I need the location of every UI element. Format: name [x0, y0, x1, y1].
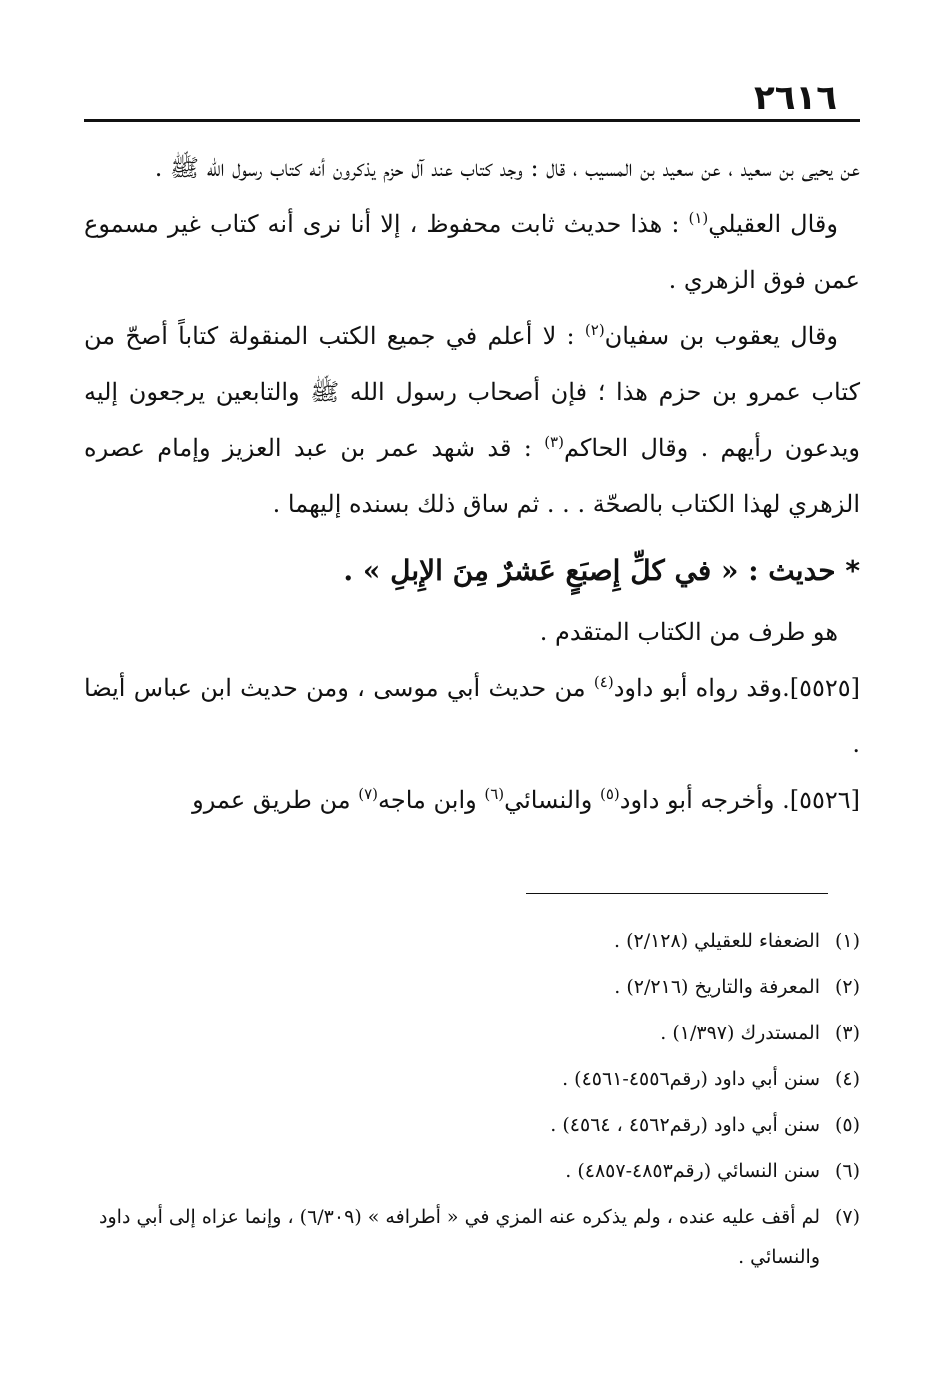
- footnote-text: الضعفاء للعقيلي (٢/١٢٨) .: [614, 930, 820, 952]
- main-text: [84, 140, 860, 828]
- paragraph-6: [84, 772, 860, 828]
- paragraph-4: هو طرف من الكتاب المتقدم .: [539, 618, 838, 646]
- paragraph-2-text-a: وقال العقيلي: [708, 210, 838, 238]
- paragraph-3: [84, 308, 860, 532]
- footnote-2: [84, 964, 860, 1010]
- paragraph-5: [84, 660, 860, 772]
- footnote-text: سنن النسائي (رقم٤٨٥٣-٤٨٥٧) .: [565, 1160, 820, 1182]
- footnote-ref-5: (٥): [599, 785, 620, 803]
- footnote-number: (١): [834, 930, 860, 952]
- footnote-text: المستدرك (١/٣٩٧) .: [660, 1022, 820, 1044]
- footnote-3: [84, 1010, 860, 1056]
- footnote-number: (٣): [834, 1022, 860, 1044]
- hadith-heading: [84, 538, 860, 604]
- paragraph-6-text-a: [٥٥٢٦]. وأخرجه أبو داود: [619, 786, 860, 814]
- footnote-number: (٥): [834, 1114, 860, 1136]
- footnote-ref-2: (٢): [584, 321, 605, 339]
- paragraph-2: [84, 196, 860, 308]
- paragraph-3-text-b: : لا أعلم في جميع الكتب المنقولة كتاباً أصحّ من كتاب عمرو بن حزم هذا ؛ فإن أصحاب رسول الله ﷺ والتابعين يرجعون إليه ويدعون رأيهم . وقال الحاكم: [84, 322, 861, 462]
- footnote-7: [84, 1194, 860, 1277]
- paragraph-5-text-a: [٥٥٢٥].وقد رواه أبو داود: [613, 674, 860, 702]
- footnote-number: (٤): [834, 1068, 860, 1090]
- footnote-text: سنن أبي داود (رقم٤٥٦٢ ، ٤٥٦٤) .: [550, 1114, 820, 1136]
- heading-text: حديث : « في كلِّ إِصبَعٍ عَشرٌ مِنَ الإِبلِ » .: [343, 554, 846, 587]
- paragraph-6-text-c: وابن ماجه: [378, 786, 485, 814]
- footnote-ref-3: (٣): [544, 433, 564, 451]
- footnote-1: [84, 918, 860, 964]
- footnote-ref-1: (١): [688, 209, 709, 227]
- footnote-6: [84, 1148, 860, 1194]
- paragraph-5-text-b: من حديث أبي موسى ، ومن حديث ابن عباس أيضا .: [84, 674, 860, 758]
- paragraph-2-text-b: : هذا حديث ثابت محفوظ ، إلا أنا نرى أنه كتاب غير مسموع عمن فوق الزهري .: [84, 210, 860, 294]
- footnote-text: لم أقف عليه عنده ، ولم يذكره عنه المزي في « أطرافه » (٦/٣٠٩) ، وإنما عزاه إلى أبي داود والنسائي .: [99, 1206, 820, 1268]
- footnote-text: المعرفة والتاريخ (٢/٢١٦) .: [614, 976, 820, 998]
- footnote-ref-6: (٦): [484, 785, 505, 803]
- footnote-number: (٦): [834, 1160, 860, 1182]
- footnote-number: (٢): [834, 976, 860, 998]
- footnote-ref-7: (٧): [358, 785, 378, 803]
- footnote-4: [84, 1056, 860, 1102]
- footnote-5: [84, 1102, 860, 1148]
- paragraph-6-text-b: والنسائي: [504, 786, 600, 814]
- paragraph-1: عن يحيى بن سعيد ، عن سعيد بن المسيب ، قال : وجد كتاب عند آل حزم يذكرون أنه كتاب رسول الله ﷺ .: [154, 154, 860, 182]
- footnote-number: (٧): [834, 1206, 860, 1228]
- page-number: ٢٦١٦: [753, 78, 837, 118]
- paragraph-3-text-a: وقال يعقوب بن سفيان: [604, 322, 839, 350]
- footnotes: [84, 918, 860, 1277]
- footnote-rule: [526, 893, 828, 894]
- paragraph-6-text-d: من طريق عمرو: [192, 786, 359, 814]
- heading-star: *: [845, 554, 860, 587]
- paragraph-3-text-c: : قد شهد عمر بن عبد العزيز وإمام عصره الزهري لهذا الكتاب بالصحّة . . . ثم ساق ذلك بسنده إليهما .: [84, 434, 860, 518]
- footnote-ref-4: (٤): [593, 673, 614, 691]
- footnote-text: سنن أبي داود (رقم٤٥٥٦-٤٥٦١) .: [562, 1068, 820, 1090]
- header-rule: [84, 119, 860, 122]
